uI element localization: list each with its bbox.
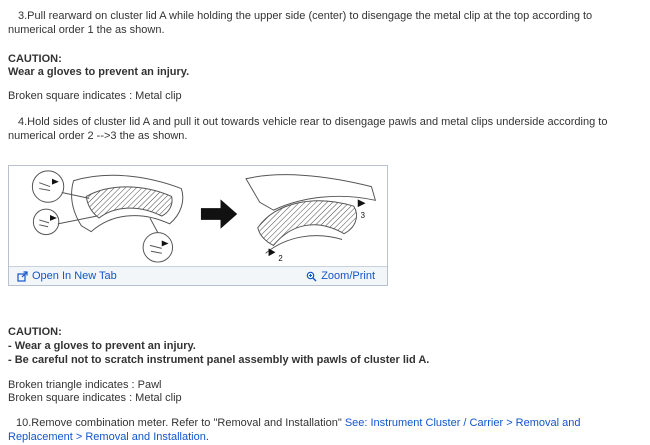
cluster-lid-diagram-svg — [11, 167, 385, 265]
step-10-suffix: . — [205, 430, 209, 443]
figure-footer — [9, 266, 387, 285]
open-in-new-tab-icon — [17, 271, 28, 282]
caution-1-line: Wear a gloves to prevent an injury. — [8, 66, 190, 79]
removal-installation-link[interactable]: See: Instrument Cluster / Carrier > Removal and Replacement > Removal and Installation — [8, 417, 581, 443]
legend-metal-clip-2: Broken square indicates : Metal clip — [8, 392, 182, 405]
transition-arrow-icon — [201, 200, 237, 229]
right-illustration — [246, 175, 375, 254]
zoom-print-label: Zoom/Print — [321, 270, 375, 283]
caution-block-1 — [8, 53, 640, 81]
step-10-prefix: 10.Remove combination meter. Refer to "Removal and Installation" — [16, 417, 345, 429]
magnifier-icon — [306, 271, 317, 282]
open-in-new-tab-link[interactable] — [17, 270, 117, 282]
cluster-lid-diagram — [9, 166, 387, 266]
figure-label-2: 2 — [278, 254, 283, 264]
open-in-new-tab-label: Open In New Tab — [32, 270, 117, 283]
step-10-text — [8, 417, 640, 445]
caution-block-2 — [8, 326, 640, 367]
legend-metal-clip: Broken square indicates : Metal clip — [8, 90, 182, 102]
figure-panel — [8, 165, 388, 286]
left-illustration — [32, 171, 182, 262]
legend-block-2 — [8, 379, 640, 407]
caution-2-title: CAUTION: — [8, 326, 62, 339]
figure-label-3: 3 — [360, 211, 366, 221]
zoom-print-link[interactable] — [306, 270, 375, 282]
step-4-text: 4.Hold sides of cluster lid A and pull it out towards vehicle rear to disengage pawls and metal clips underside according to numerical order 2 -->3 the as shown. — [8, 115, 608, 142]
caution-2-line-1: - Wear a gloves to prevent an injury. — [8, 340, 196, 352]
caution-2-line-2: - Be careful not to scratch instrument panel assembly with pawls of cluster lid A. — [8, 353, 430, 366]
step-3-text: 3.Pull rearward on cluster lid A while holding the upper side (center) to disengage the metal clip at the top according to numerical order 1 the as shown. — [8, 10, 593, 36]
legend-pawl: Broken triangle indicates : Pawl — [8, 378, 162, 391]
caution-1-title: CAUTION: — [8, 52, 62, 65]
